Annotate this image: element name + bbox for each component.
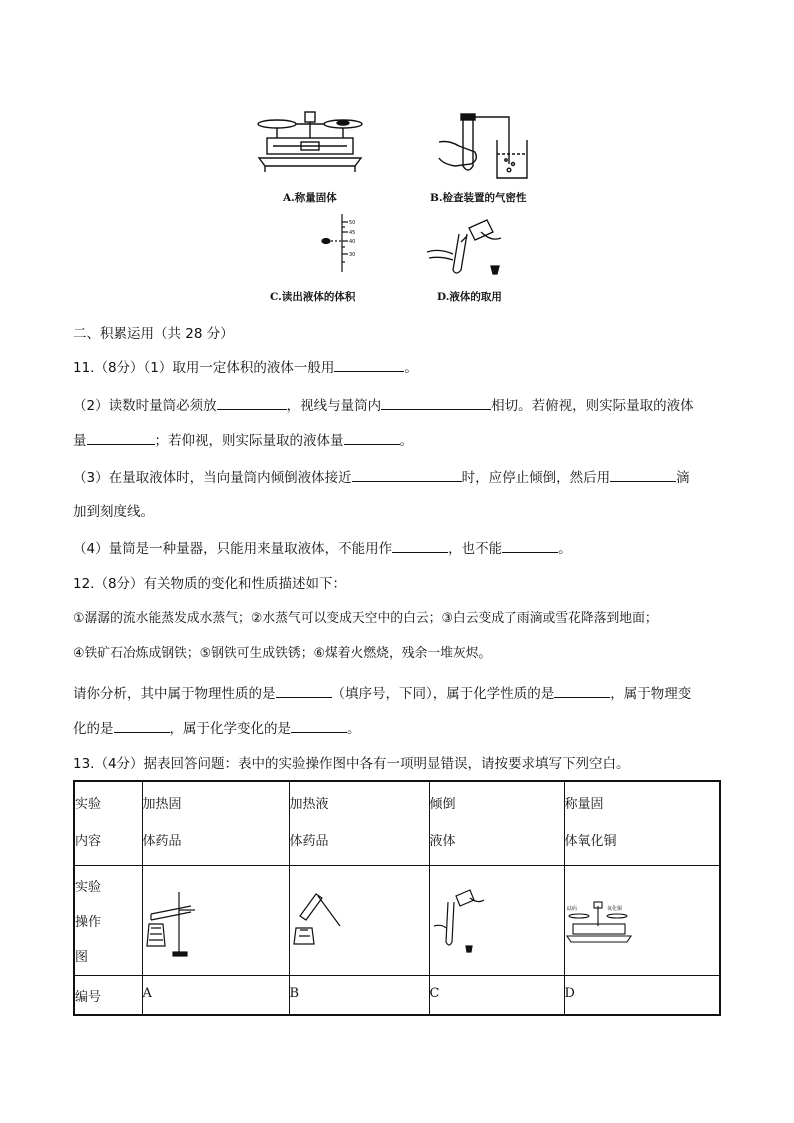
content-text: 体药品 — [289, 834, 329, 849]
answer-blank[interactable] — [87, 430, 155, 445]
table-row — [74, 781, 720, 865]
q11-text: （4）量筒是一种量器，只能用来量取液体，不能用作 — [73, 541, 393, 557]
weight-label: 砝码 — [566, 905, 577, 912]
answer-blank[interactable] — [381, 395, 491, 410]
q11-line4 — [73, 467, 690, 488]
copper-oxide-label: 氧化铜 — [606, 905, 622, 912]
table-cell — [429, 865, 564, 975]
answer-blank[interactable] — [352, 467, 462, 482]
q11-text: 11.（8分）（1）取用一定体积的液体一般用 — [73, 360, 335, 376]
q11-line6 — [73, 538, 572, 559]
q11-text: ，视线与量筒内 — [286, 398, 382, 414]
answer-blank[interactable] — [392, 538, 448, 553]
table-cell — [289, 975, 429, 1015]
table-cell — [74, 865, 142, 975]
content-text: 液体 — [429, 834, 456, 849]
q12-line1: 12.（8分）有关物质的变化和性质描述如下： — [73, 576, 347, 592]
balance-icon — [258, 112, 362, 172]
airtightness-check-icon — [439, 114, 527, 178]
row-head: 图 — [75, 949, 89, 965]
table-cell — [142, 865, 289, 975]
airtightness-figure — [435, 112, 535, 182]
code-label: D — [564, 985, 575, 1001]
figure-c-caption: C.读出液体的体积 — [270, 291, 356, 303]
q12-text: 化的是 — [73, 721, 114, 737]
scale-mark: 40 — [349, 239, 356, 245]
experiment-table — [73, 780, 721, 1016]
table-cell — [429, 781, 564, 865]
q11-text: ；若仰视，则实际量取的液体量 — [154, 433, 344, 449]
q13-intro: 13.（4分）据表回答问题：表中的实验操作图中各有一项明显错误，请按要求填写下列空白。 — [73, 756, 630, 772]
row-head: 内容 — [75, 834, 102, 849]
cylinder-figure — [318, 212, 368, 274]
table-cell — [74, 975, 142, 1015]
heating-solid-icon — [143, 886, 203, 966]
content-text: 体氧化铜 — [564, 834, 617, 849]
q11-text: 量 — [73, 433, 87, 449]
scale-mark: 30 — [349, 252, 356, 258]
row-head: 操作 — [75, 914, 102, 930]
code-label: A — [142, 985, 152, 1001]
q12-line5 — [73, 718, 361, 739]
content-text: 称量固 — [564, 797, 604, 812]
figure-a-caption: A.称量固体 — [283, 192, 337, 204]
code-label: C — [429, 985, 440, 1001]
answer-blank[interactable] — [217, 395, 287, 410]
answer-blank[interactable] — [114, 718, 170, 733]
scale-mark: 45 — [349, 230, 356, 236]
q12-text: 。 — [347, 721, 361, 737]
section-title: 二、积累运用（共 28 分） — [73, 326, 234, 342]
code-label: B — [289, 985, 300, 1001]
table-cell — [142, 781, 289, 865]
content-text: 倾倒 — [429, 797, 456, 812]
figure-d-caption: D.液体的取用 — [437, 291, 502, 303]
q12-line3: ④铁矿石冶炼成钢铁；⑤钢铁可生成铁锈；⑥煤着火燃烧，残余一堆灰烬。 — [73, 646, 492, 661]
q11-line2 — [73, 395, 694, 416]
q12-line2: ①潺潺的流水能蒸发成水蒸气；②水蒸气可以变成天空中的白云；③白云变成了雨滴或雪花降落到地面； — [73, 611, 658, 626]
q12-text: ，属于物理变 — [610, 686, 692, 702]
content-text: 体药品 — [142, 834, 182, 849]
q12-text: （填序号，下同），属于化学性质的是 — [331, 686, 555, 702]
answer-blank[interactable] — [276, 683, 332, 698]
answer-blank[interactable] — [502, 538, 558, 553]
q11-text: 。 — [399, 433, 413, 449]
content-text: 加热液 — [289, 797, 329, 812]
table-row — [74, 975, 720, 1015]
q11-text: 时，应停止倾倒，然后用 — [461, 470, 611, 486]
q11-line5: 加到刻度线。 — [73, 504, 154, 520]
table-cell — [564, 975, 720, 1015]
table-row — [74, 865, 720, 975]
q11-line3 — [73, 430, 413, 451]
answer-blank[interactable] — [554, 683, 610, 698]
table-cell — [142, 975, 289, 1015]
row-head: 实验 — [75, 797, 102, 812]
answer-blank[interactable] — [334, 357, 404, 372]
pouring-liquid-icon — [427, 220, 501, 274]
q11-text: 。 — [404, 360, 418, 376]
heating-liquid-icon — [290, 886, 360, 966]
q11-text: （2）读数时量筒必须放 — [73, 398, 217, 414]
q11-text: 相切。若俯视，则实际量取的液体 — [491, 398, 694, 414]
answer-blank[interactable] — [344, 430, 400, 445]
q11-text: 滴 — [676, 470, 690, 486]
table-cell — [74, 781, 142, 865]
q12-text: 请你分析，其中属于物理性质的是 — [73, 686, 276, 702]
q11-text: （3）在量取液体时，当向量筒内倾倒液体接近 — [73, 470, 352, 486]
graduated-cylinder-icon — [322, 214, 348, 272]
table-cell — [429, 975, 564, 1015]
answer-blank[interactable] — [610, 467, 676, 482]
figure-b-caption: B.检查装置的气密性 — [430, 192, 527, 204]
balance-figure — [255, 108, 365, 174]
content-text: 加热固 — [142, 797, 182, 812]
table-cell — [564, 865, 720, 975]
table-cell — [289, 781, 429, 865]
q11-line1 — [73, 357, 418, 378]
q11-text: ，也不能 — [448, 541, 503, 557]
pouring-figure — [425, 212, 505, 280]
q11-text: 。 — [558, 541, 572, 557]
row-head: 实验 — [75, 879, 102, 895]
weighing-icon — [565, 886, 635, 966]
table-cell — [564, 781, 720, 865]
row-head: 编号 — [75, 989, 102, 1005]
table-cell — [289, 865, 429, 975]
scale-mark: 50 — [349, 220, 356, 226]
answer-blank[interactable] — [291, 718, 347, 733]
q12-text: ，属于化学变化的是 — [169, 721, 291, 737]
q12-line4 — [73, 683, 691, 704]
pouring-icon — [430, 886, 490, 966]
